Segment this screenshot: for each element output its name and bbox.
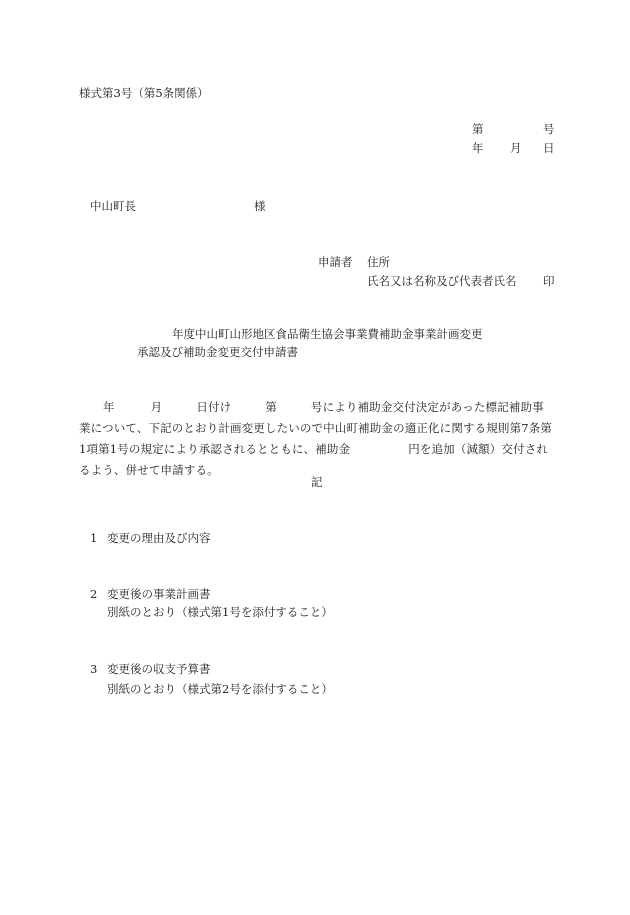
item-2-note: 別紙のとおり（様式第1号を添付すること）	[107, 605, 333, 619]
body-dated: 日付け	[196, 400, 232, 414]
body-line3-b: 円を追加（減額）交付され	[408, 442, 549, 456]
doc-number-prefix: 第	[472, 122, 484, 136]
body-line-2: 業について、下記のとおり計画変更したいので中山町補助金の適正化に関する規則第7条第	[79, 421, 553, 435]
item-3-note: 別紙のとおり（様式第2号を添付すること）	[107, 682, 333, 696]
addressee-name: 中山町長	[90, 199, 136, 213]
form-id: 様式第3号（第5条関係）	[79, 86, 209, 100]
date-day: 日	[543, 141, 555, 155]
item-2-title: 変更後の事業計画書	[107, 587, 211, 601]
body-line-1	[79, 397, 557, 418]
item-3-title: 変更後の収支予算書	[107, 662, 211, 676]
document-title-line1: 年度中山町山形地区食品衛生協会事業費補助金事業計画変更	[172, 327, 483, 341]
document-title-line2: 承認及び補助金変更交付申請書	[137, 345, 298, 359]
date-month: 月	[510, 141, 522, 155]
body-month: 月	[150, 400, 163, 414]
body-line-4: るよう、併せて申請する。	[79, 463, 219, 477]
ki-heading: 記	[311, 475, 323, 489]
item-2-number: 2	[90, 587, 98, 601]
doc-number-suffix: 号	[543, 122, 555, 136]
body-line1-rest: 号により補助金交付決定があった標記補助事	[310, 400, 544, 414]
body-paragraph	[79, 397, 557, 481]
item-3-number: 3	[90, 662, 98, 676]
body-no: 第	[265, 400, 277, 414]
body-line3-a: 1項第1号の規定により承認されるとともに、補助金	[79, 442, 351, 456]
applicant-seal: 印	[543, 274, 555, 288]
body-year: 年	[103, 400, 115, 414]
item-1-title: 変更の理由及び内容	[107, 531, 211, 545]
body-line-3	[79, 439, 557, 460]
applicant-address-label: 住所	[367, 255, 390, 269]
applicant-name-label: 氏名又は名称及び代表者氏名	[367, 274, 517, 288]
date-year: 年	[472, 141, 484, 155]
item-1-number: 1	[90, 531, 98, 545]
applicant-label: 申請者	[318, 255, 353, 269]
addressee-honorific: 様	[254, 199, 266, 213]
